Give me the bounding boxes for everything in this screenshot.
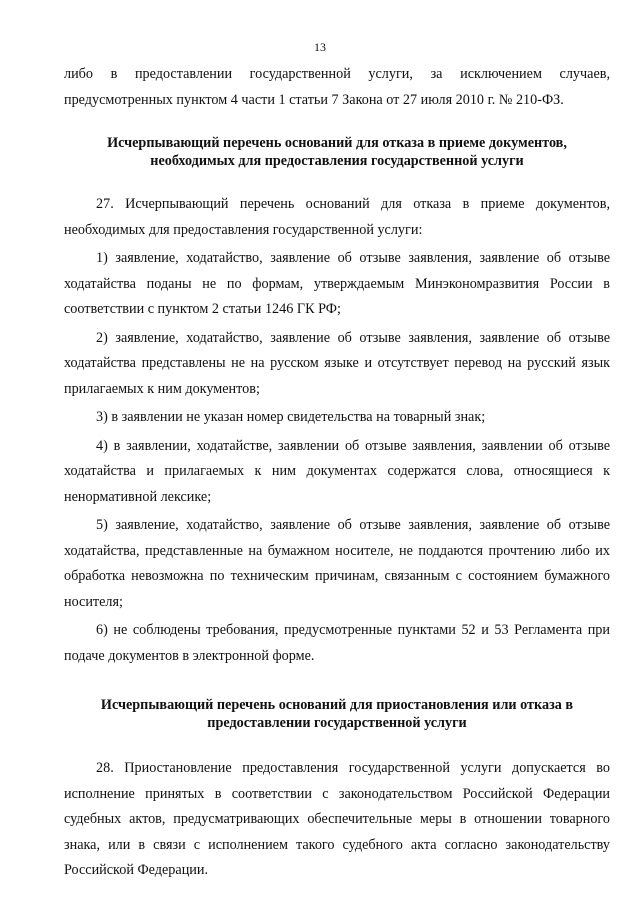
list-item-3: 3) в заявлении не указан номер свидетельства на товарный знак;	[96, 409, 486, 425]
section-heading-refusal-acceptance: Исчерпывающий перечень оснований для отказа в приеме документов, необходимых для предоставления государственной услуги	[107, 135, 567, 169]
list-item-1: 1) заявление, ходатайство, заявление об отзыве заявления, заявление об отзыве ходатайства поданы не по формам, утверждаемым Минэкономразвития России в соответствии с пунктом 2 статьи 1246 ГК РФ;	[64, 250, 610, 317]
list-item-2: 2) заявление, ходатайство, заявление об отзыве заявления, заявление об отзыве ходатайства представлены не на русском языке и отсутствует перевод на русский язык прилагаемых к ним документов;	[64, 329, 610, 397]
list-item-6: 6) не соблюдены требования, предусмотренные пунктами 52 и 53 Регламента при подаче документов в электронной форме.	[64, 622, 610, 664]
paragraph-continuation: либо в предоставлении государственной услуги, за исключением случаев, предусмотренных пунктом 4 части 1 статьи 7 Закона от 27 июля 2010 г. № 210-ФЗ.	[64, 66, 610, 108]
paragraph-27: 27. Исчерпывающий перечень оснований для отказа в приеме документов, необходимых для предоставления государственной услуги:	[64, 196, 610, 238]
section-heading-suspension-refusal: Исчерпывающий перечень оснований для приостановления или отказа в предоставлении государственной услуги	[100, 697, 574, 731]
document-body	[64, 62, 610, 884]
list-item-4: 4) в заявлении, ходатайстве, заявлении об отзыве заявления, заявлении об отзыве ходатайства и прилагаемых к ним документах содержатся слова, относящиеся к ненормативной лексике;	[64, 437, 610, 505]
paragraph-28: 28. Приостановление предоставления государственной услуги допускается во исполнение принятых в соответствии с законодательством Российской Федерации судебных актов, предусматривающих обеспечительные меры в отношении товарного знака, или в связи с исполнением такого судебного акта согласно законодательству Российской Федерации.	[64, 760, 610, 878]
list-item-5: 5) заявление, ходатайство, заявление об отзыве заявления, заявление об отзыве ходатайства, представленные на бумажном носителе, не поддаются прочтению либо их обработка невозможна по техническим причинам, связанным с состоянием бумажного носителя;	[64, 517, 610, 610]
page-number: 13	[314, 40, 326, 54]
